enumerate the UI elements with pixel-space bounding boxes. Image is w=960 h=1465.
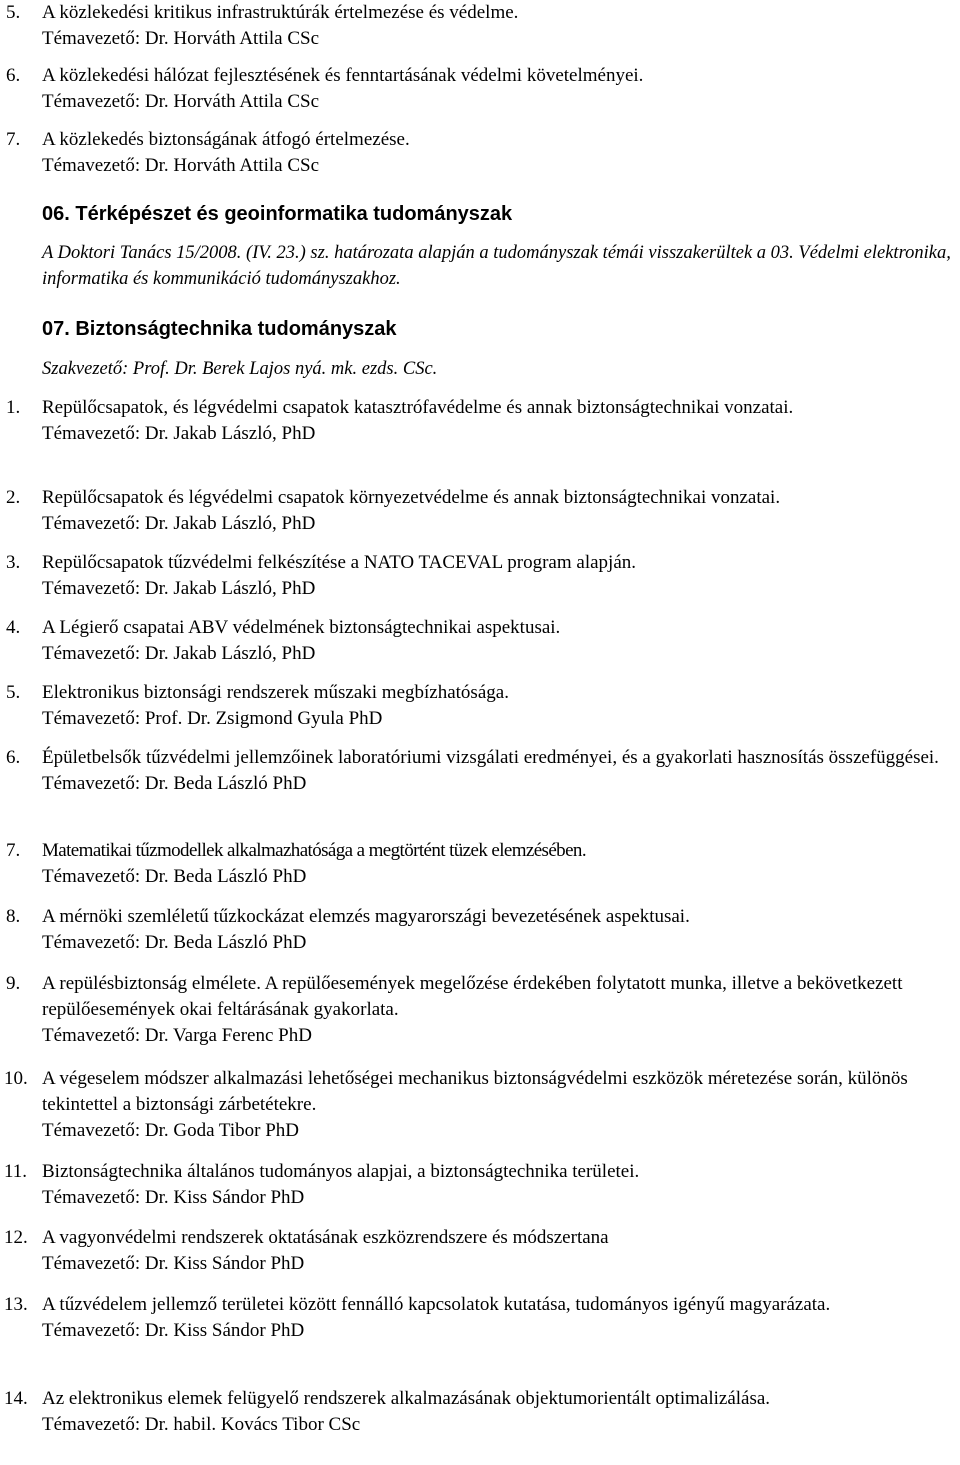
item-number: 7. [6, 129, 21, 150]
section-heading-06: 06. Térképészet és geoinformatika tudományszak [42, 203, 513, 225]
item-supervisor: Témavezető: Dr. Kiss Sándor PhD [42, 1320, 305, 1341]
item-title: A közlekedési hálózat fejlesztésének és fenntartásának védelmi követelményei. [42, 65, 644, 86]
item-title: Elektronikus biztonsági rendszerek műszaki megbízhatósága. [42, 682, 509, 703]
item-number: 14. [4, 1388, 28, 1409]
item-supervisor: Témavezető: Dr. Jakab László, PhD [42, 643, 316, 664]
item-title: A mérnöki szemléletű tűzkockázat elemzés magyarországi bevezetésének aspektusai. [42, 906, 690, 927]
item-supervisor: Témavezető: Dr. Horváth Attila CSc [42, 91, 320, 112]
list-item [0, 904, 955, 956]
item-number: 3. [6, 552, 21, 573]
list-item [0, 1159, 955, 1211]
item-title: A repülésbiztonság elmélete. A repülőesemények megelőzése érdekében folytatott munka, illetve a bekövetkezett repülőesemények okai feltárásának gyakorlata. [42, 973, 903, 1020]
item-supervisor: Témavezető: Dr. Kiss Sándor PhD [42, 1187, 305, 1208]
item-number: 8. [6, 906, 21, 927]
item-number: 9. [6, 973, 21, 994]
list-item [0, 615, 955, 667]
list-item [0, 1292, 955, 1344]
item-supervisor: Témavezető: Dr. Beda László PhD [42, 866, 307, 887]
list-item [0, 550, 955, 602]
item-supervisor: Témavezető: Dr. Beda László PhD [42, 932, 307, 953]
item-supervisor: Témavezető: Dr. Beda László PhD [42, 773, 307, 794]
list-item [0, 395, 955, 447]
list-item [0, 127, 955, 179]
item-number: 5. [6, 682, 21, 703]
item-title: Repülőcsapatok, és légvédelmi csapatok katasztrófavédelme és annak biztonságtechnikai vonzatai. [42, 397, 794, 418]
item-supervisor: Témavezető: Dr. Varga Ferenc PhD [42, 1025, 312, 1046]
item-title: A Légierő csapatai ABV védelmének biztonságtechnikai aspektusai. [42, 617, 561, 638]
item-supervisor: Témavezető: Dr. Horváth Attila CSc [42, 28, 320, 49]
item-title: Az elektronikus elemek felügyelő rendszerek alkalmazásának objektumorientált optimalizálása. [42, 1388, 771, 1409]
item-title: Biztonságtechnika általános tudományos alapjai, a biztonságtechnika területei. [42, 1161, 640, 1182]
item-number: 4. [6, 617, 21, 638]
list-item [0, 63, 955, 115]
list-item [0, 838, 955, 890]
item-number: 10. [4, 1068, 28, 1089]
list-item [0, 1386, 955, 1438]
item-supervisor: Témavezető: Dr. Jakab László, PhD [42, 423, 316, 444]
item-title: Repülőcsapatok tűzvédelmi felkészítése a NATO TACEVAL program alapján. [42, 552, 637, 573]
item-number: 6. [6, 747, 21, 768]
item-title: A közlekedés biztonságának átfogó értelmezése. [42, 129, 410, 150]
item-number: 7. [6, 840, 21, 861]
section-leader-07: Szakvezető: Prof. Dr. Berek Lajos nyá. mk. ezds. CSc. [42, 359, 438, 379]
item-supervisor: Témavezető: Dr. Horváth Attila CSc [42, 155, 320, 176]
section-note-06: A Doktori Tanács 15/2008. (IV. 23.) sz. határozata alapján a tudományszak témái visszakerültek a 03. Védelmi elektronika, informatika és kommunikáció tudományszakhoz. [42, 243, 951, 289]
item-title: Épületbelsők tűzvédelmi jellemzőinek laboratóriumi vizsgálati eredményei, és a gyakorlati hasznosítás összefüggései. [42, 747, 939, 768]
item-title: A közlekedési kritikus infrastruktúrák értelmezése és védelme. [42, 2, 519, 23]
item-number: 2. [6, 487, 21, 508]
list-item [0, 680, 955, 732]
item-number: 11. [4, 1161, 28, 1182]
item-supervisor: Témavezető: Prof. Dr. Zsigmond Gyula PhD [42, 708, 383, 729]
item-supervisor: Témavezető: Dr. Kiss Sándor PhD [42, 1253, 305, 1274]
section-heading-07: 07. Biztonságtechnika tudományszak [42, 318, 397, 340]
list-item [0, 745, 955, 797]
list-item [0, 1066, 955, 1144]
list-item [0, 1225, 955, 1277]
item-title: A vagyonvédelmi rendszerek oktatásának eszközrendszere és módszertana [42, 1227, 609, 1248]
item-title: A végeselem módszer alkalmazási lehetőségei mechanikus biztonságvédelmi eszközök méretezése során, különös tekintettel a biztonsági zárbetétekre. [42, 1068, 908, 1115]
list-item [0, 971, 955, 1049]
list-item [0, 0, 955, 52]
list-item [0, 485, 955, 537]
item-title: A tűzvédelem jellemző területei között fennálló kapcsolatok kutatása, tudományos igényű magyarázata. [42, 1294, 831, 1315]
item-supervisor: Témavezető: Dr. Goda Tibor PhD [42, 1120, 300, 1141]
item-supervisor: Témavezető: Dr. habil. Kovács Tibor CSc [42, 1414, 361, 1435]
item-supervisor: Témavezető: Dr. Jakab László, PhD [42, 513, 316, 534]
item-number: 1. [6, 397, 21, 418]
item-title: Matematikai tűzmodellek alkalmazhatósága a megtörtént tüzek elemzésében. [42, 840, 586, 861]
item-number: 5. [6, 2, 21, 23]
item-number: 13. [4, 1294, 28, 1315]
item-supervisor: Témavezető: Dr. Jakab László, PhD [42, 578, 316, 599]
item-title: Repülőcsapatok és légvédelmi csapatok környezetvédelme és annak biztonságtechnikai vonzatai. [42, 487, 781, 508]
item-number: 6. [6, 65, 21, 86]
item-number: 12. [4, 1227, 28, 1248]
